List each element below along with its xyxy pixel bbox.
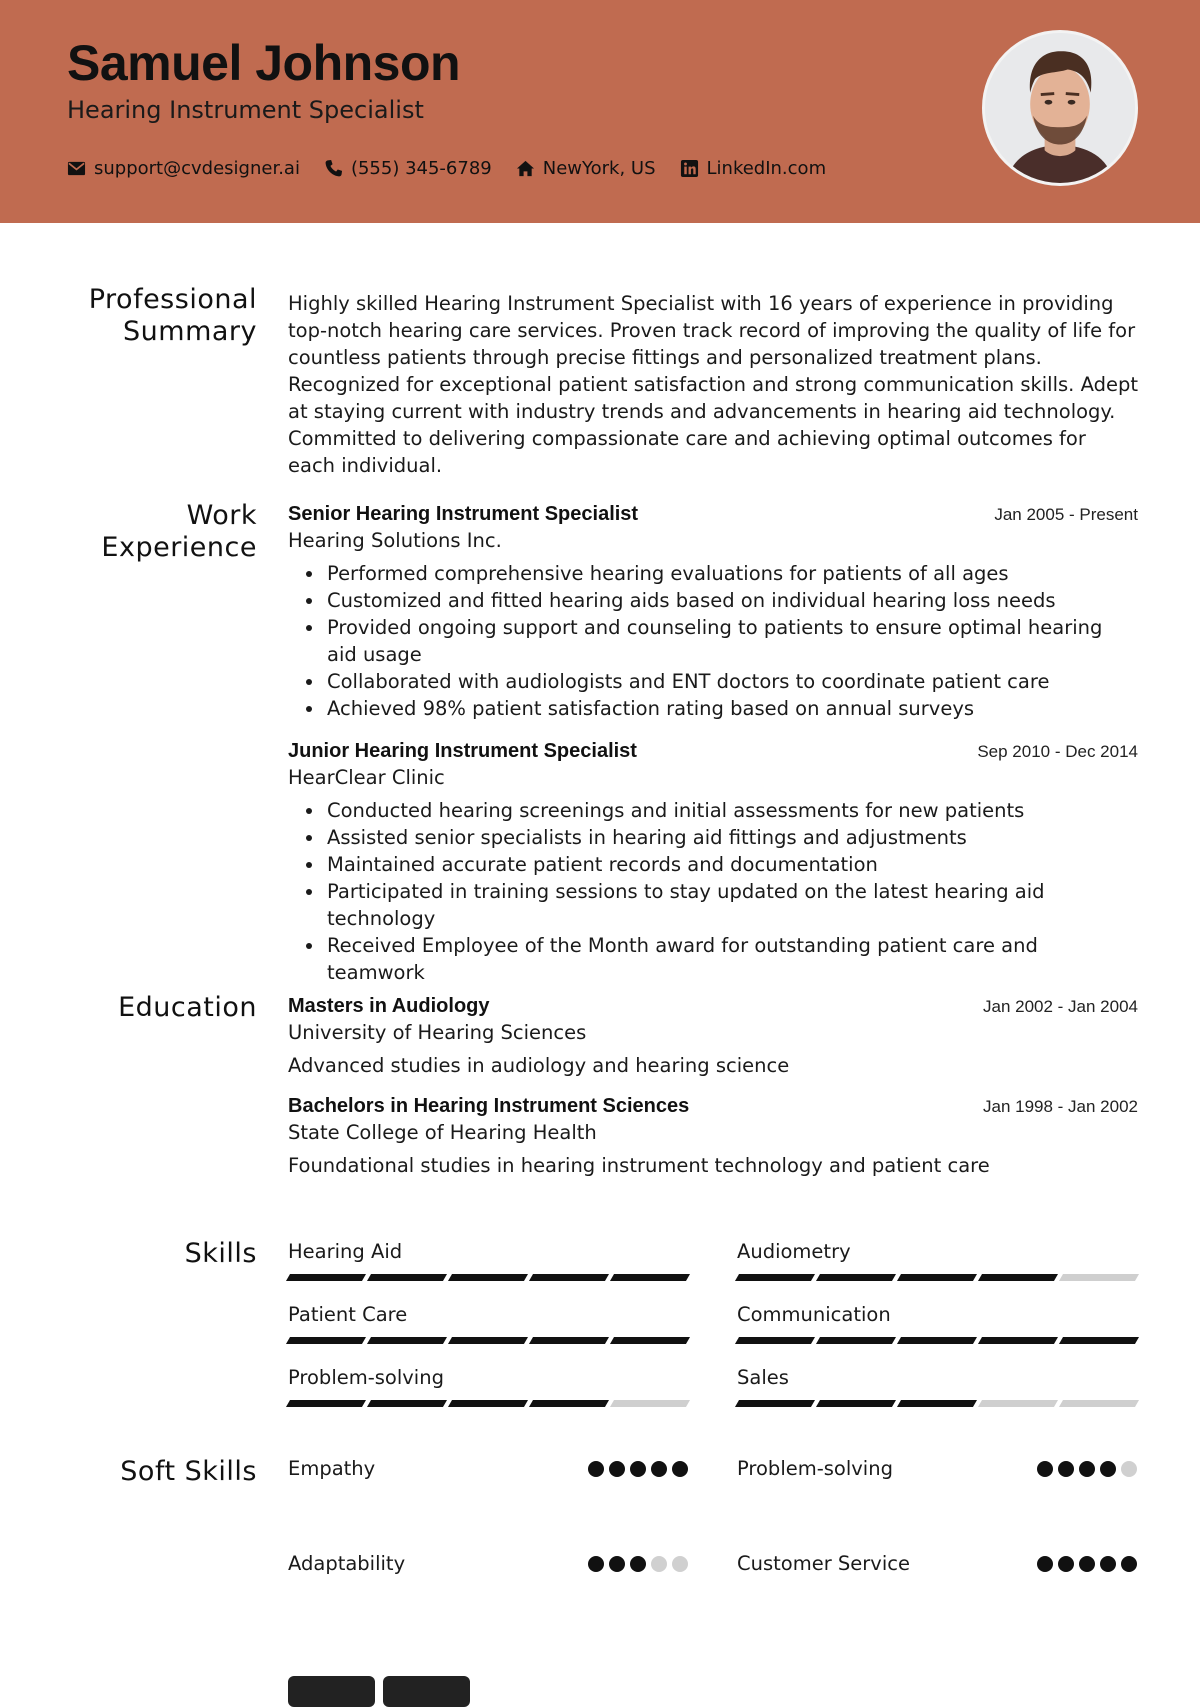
rating-dot-filled <box>588 1556 604 1572</box>
skill-segment-filled <box>610 1337 690 1344</box>
skill-item <box>737 1303 1137 1344</box>
rating-dot-filled <box>588 1461 604 1477</box>
skill-segment-filled <box>610 1274 690 1281</box>
contact-linkedin-text: LinkedIn.com <box>706 158 827 179</box>
skill-segment-filled <box>529 1274 609 1281</box>
skill-segment-filled <box>367 1337 447 1344</box>
skill-name: Audiometry <box>737 1240 851 1263</box>
skill-item <box>737 1240 1137 1281</box>
soft-skill-name: Customer Service <box>737 1552 910 1575</box>
summary-title-line2: Summary <box>123 316 257 347</box>
contact-email[interactable] <box>67 158 300 179</box>
rating-dot-filled <box>609 1461 625 1477</box>
skill-level-bar <box>288 1274 688 1281</box>
rating-dot-filled <box>1121 1556 1137 1572</box>
skill-segment-filled <box>529 1400 609 1407</box>
job-bullets <box>288 797 1138 986</box>
skill-segment-filled <box>735 1337 815 1344</box>
job-bullet: • Conducted hearing screenings and initial assessments for new patients <box>325 797 1138 824</box>
skill-segment-filled <box>286 1337 366 1344</box>
job-title: Junior Hearing Instrument Specialist <box>288 740 637 762</box>
soft-skill-item <box>737 1457 1137 1480</box>
soft-skill-rating <box>1037 1461 1137 1477</box>
contact-location-text: NewYork, US <box>542 158 656 179</box>
job-entry <box>288 503 1138 722</box>
section-title-education: Education <box>118 992 257 1023</box>
skill-name: Patient Care <box>288 1303 408 1326</box>
contact-email-text: support@cvdesigner.ai <box>94 158 300 179</box>
summary-title-line1: Professional <box>88 284 257 315</box>
skill-segment-filled <box>897 1274 977 1281</box>
job-date: Sep 2010 - Dec 2014 <box>977 742 1138 761</box>
skill-segment-filled <box>286 1274 366 1281</box>
rating-dot-empty <box>672 1556 688 1572</box>
skill-segment-empty <box>978 1400 1058 1407</box>
job-date: Jan 2005 - Present <box>994 505 1138 524</box>
linkedin-icon <box>680 159 699 178</box>
job-bullet: • Provided ongoing support and counseling to patients to ensure optimal hearing aid usage <box>325 614 1138 668</box>
skill-segment-filled <box>529 1337 609 1344</box>
job-bullet: • Received Employee of the Month award for outstanding patient care and teamwork <box>325 932 1138 986</box>
skill-segment-filled <box>897 1337 977 1344</box>
skill-segment-filled <box>978 1337 1058 1344</box>
job-title: Senior Hearing Instrument Specialist <box>288 503 639 525</box>
skill-segment-filled <box>367 1274 447 1281</box>
job-org: Hearing Solutions Inc. <box>288 529 502 552</box>
language-tag <box>383 1676 470 1707</box>
skill-level-bar <box>737 1400 1137 1407</box>
rating-dot-filled <box>630 1556 646 1572</box>
skill-name: Sales <box>737 1366 789 1389</box>
soft-skill-item <box>737 1552 1137 1575</box>
skill-segment-filled <box>816 1400 896 1407</box>
skill-segment-filled <box>897 1400 977 1407</box>
education-date: Jan 2002 - Jan 2004 <box>982 997 1138 1016</box>
rating-dot-filled <box>1079 1556 1095 1572</box>
soft-skill-name: Adaptability <box>288 1552 406 1575</box>
rating-dot-filled <box>1058 1556 1074 1572</box>
contact-linkedin[interactable] <box>680 158 827 179</box>
education-list <box>288 995 1138 1195</box>
section-title-summary <box>57 284 257 348</box>
contact-phone-text: (555) 345-6789 <box>350 158 492 179</box>
skill-segment-filled <box>367 1400 447 1407</box>
summary-text: Highly skilled Hearing Instrument Specialist with 16 years of experience in providing top-notch hearing care services. Proven track record of improving the quality of life for countless patients through precise fittings and personalized treatment plans. Recognized for exceptional patient satisfaction and strong communication skills. Adept at staying current with industry trends and advancements in hearing aid technology. Committed to delivering compassionate care and achieving optimal outcomes for each individual. <box>288 292 1138 477</box>
education-school: University of Hearing Sciences <box>288 1021 587 1044</box>
skill-segment-filled <box>1059 1337 1139 1344</box>
skill-segment-empty <box>1059 1400 1139 1407</box>
skill-item <box>288 1303 688 1344</box>
experience-title-line1: Work <box>186 500 257 531</box>
language-tags <box>288 1676 1138 1707</box>
contact-location <box>516 158 656 179</box>
education-entry <box>288 995 1138 1077</box>
skill-segment-filled <box>448 1337 528 1344</box>
skill-level-bar <box>288 1337 688 1344</box>
skill-segment-filled <box>978 1274 1058 1281</box>
skill-name: Communication <box>737 1303 891 1326</box>
skill-name: Problem-solving <box>288 1366 444 1389</box>
job-bullets <box>288 560 1138 722</box>
job-entry <box>288 740 1138 986</box>
soft-skill-name: Empathy <box>288 1457 376 1480</box>
experience-list <box>288 503 1138 1004</box>
rating-dot-filled <box>1058 1461 1074 1477</box>
education-school: State College of Hearing Health <box>288 1121 597 1144</box>
home-icon <box>516 159 535 178</box>
skill-segment-filled <box>735 1400 815 1407</box>
candidate-role: Hearing Instrument Specialist <box>67 96 424 124</box>
rating-dot-filled <box>630 1461 646 1477</box>
skill-segment-filled <box>286 1400 366 1407</box>
education-entry <box>288 1095 1138 1177</box>
phone-icon <box>324 159 343 178</box>
header-banner <box>0 0 1200 223</box>
skill-segment-filled <box>448 1400 528 1407</box>
education-desc: Foundational studies in hearing instrument technology and patient care <box>288 1154 990 1177</box>
job-bullet: • Participated in training sessions to stay updated on the latest hearing aid technology <box>325 878 1138 932</box>
rating-dot-filled <box>1100 1461 1116 1477</box>
skill-item <box>737 1366 1137 1407</box>
candidate-name: Samuel Johnson <box>67 35 461 91</box>
soft-skill-name: Problem-solving <box>737 1457 893 1480</box>
job-bullet: • Collaborated with audiologists and ENT doctors to coordinate patient care <box>325 668 1138 695</box>
education-date: Jan 1998 - Jan 2002 <box>982 1097 1138 1116</box>
rating-dot-filled <box>1100 1556 1116 1572</box>
contact-list <box>67 158 826 179</box>
job-bullet: • Maintained accurate patient records and documentation <box>325 851 1138 878</box>
skill-segment-filled <box>816 1274 896 1281</box>
rating-dot-filled <box>1079 1461 1095 1477</box>
soft-skill-item <box>288 1552 688 1575</box>
rating-dot-empty <box>1121 1461 1137 1477</box>
language-tag <box>288 1676 375 1707</box>
contact-phone[interactable] <box>324 158 492 179</box>
job-bullet: • Achieved 98% patient satisfaction rating based on annual surveys <box>325 695 1138 722</box>
rating-dot-filled <box>1037 1556 1053 1572</box>
education-degree: Masters in Audiology <box>288 995 490 1017</box>
section-title-skills: Skills <box>184 1238 257 1269</box>
skill-item <box>288 1366 688 1407</box>
avatar <box>982 30 1138 186</box>
envelope-icon <box>67 159 86 178</box>
job-bullet: • Assisted senior specialists in hearing aid fittings and adjustments <box>325 824 1138 851</box>
section-title-experience <box>57 500 257 564</box>
skill-name: Hearing Aid <box>288 1240 403 1263</box>
skill-segment-filled <box>735 1274 815 1281</box>
rating-dot-empty <box>651 1556 667 1572</box>
skill-segment-filled <box>816 1337 896 1344</box>
skill-level-bar <box>737 1337 1137 1344</box>
job-bullet: • Customized and fitted hearing aids based on individual hearing loss needs <box>325 587 1138 614</box>
soft-skill-rating <box>588 1556 688 1572</box>
experience-title-line2: Experience <box>101 532 257 563</box>
skill-segment-empty <box>610 1400 690 1407</box>
soft-skill-rating <box>1037 1556 1137 1572</box>
education-degree: Bachelors in Hearing Instrument Sciences <box>288 1095 690 1117</box>
education-desc: Advanced studies in audiology and hearing science <box>288 1054 790 1077</box>
rating-dot-filled <box>672 1461 688 1477</box>
skill-segment-filled <box>448 1274 528 1281</box>
soft-skill-item <box>288 1457 688 1480</box>
rating-dot-filled <box>1037 1461 1053 1477</box>
rating-dot-filled <box>651 1461 667 1477</box>
skill-segment-empty <box>1059 1274 1139 1281</box>
skill-level-bar <box>288 1400 688 1407</box>
rating-dot-filled <box>609 1556 625 1572</box>
skill-level-bar <box>737 1274 1137 1281</box>
job-bullet: • Performed comprehensive hearing evaluations for patients of all ages <box>325 560 1138 587</box>
soft-skill-rating <box>588 1461 688 1477</box>
skill-item <box>288 1240 688 1281</box>
job-org: HearClear Clinic <box>288 766 445 789</box>
section-title-soft-skills: Soft Skills <box>120 1456 257 1487</box>
